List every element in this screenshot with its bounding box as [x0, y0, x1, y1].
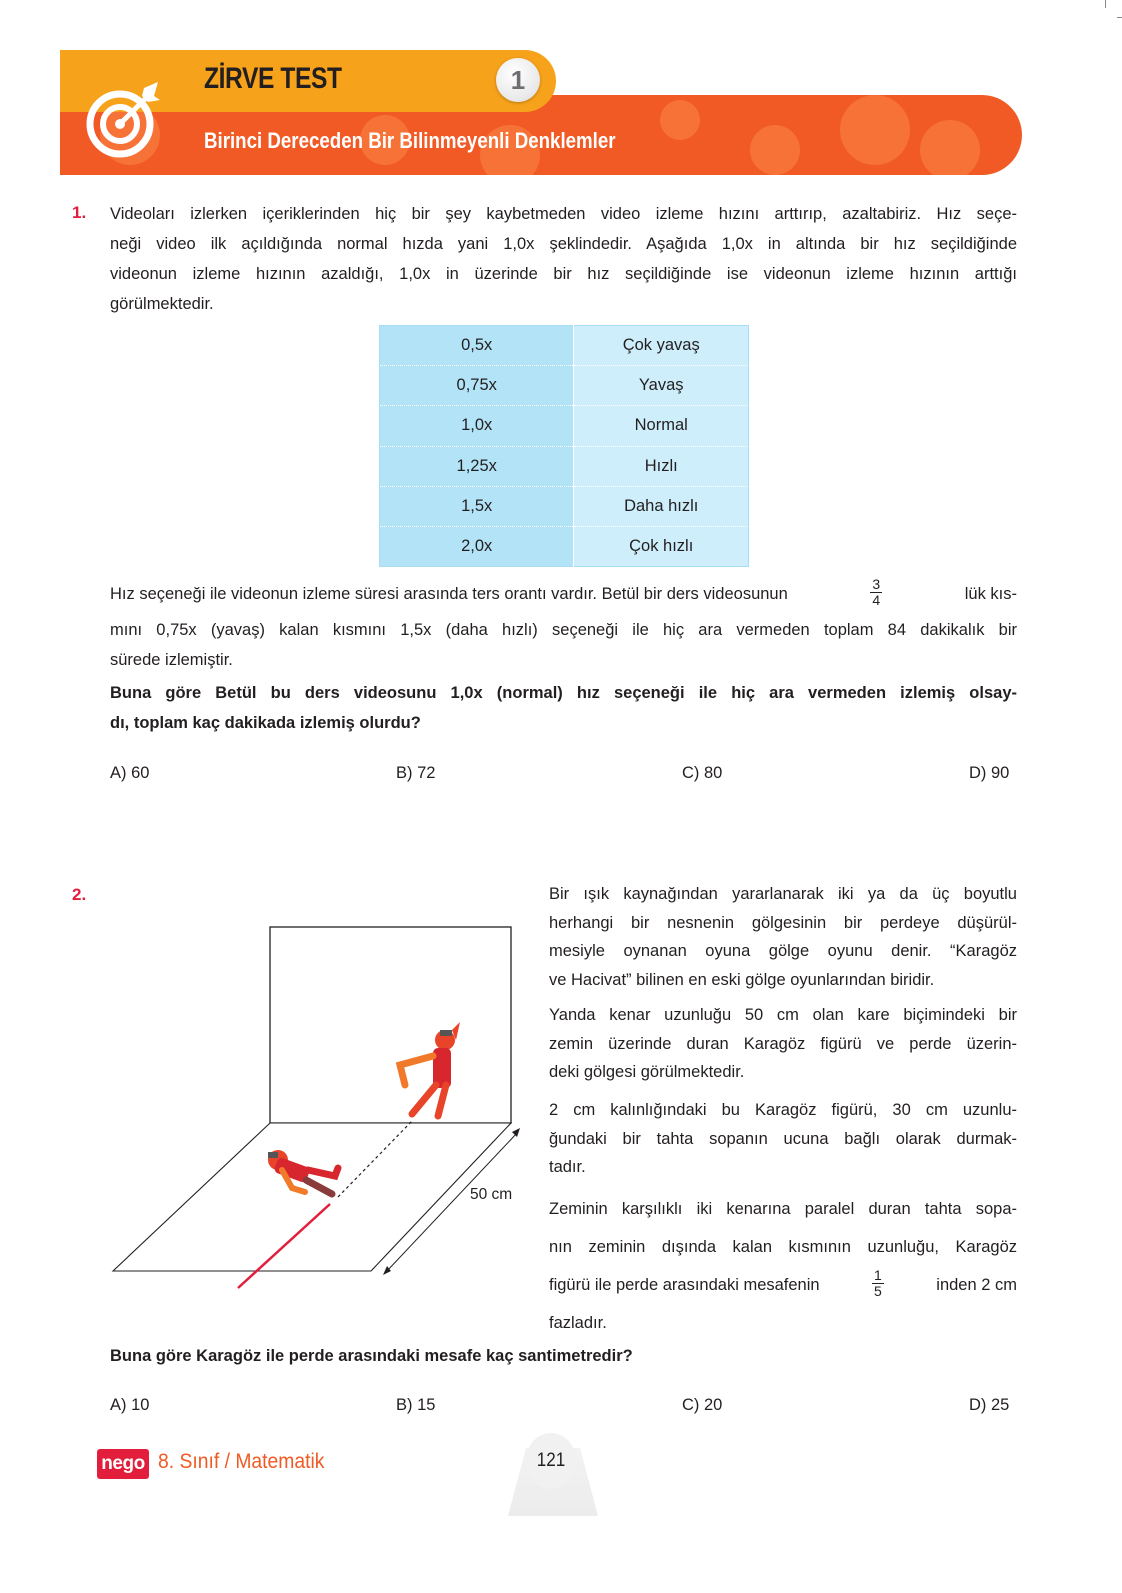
table-row: 0,75x Yavaş	[380, 366, 749, 406]
dimension-label: 50 cm	[470, 1186, 513, 1203]
option-b[interactable]: B) 15	[396, 1396, 436, 1414]
table-row: 1,0x Normal	[380, 406, 749, 446]
table-row: 1,25x Hızlı	[380, 446, 749, 486]
stick-condition-text: Zeminin karşılıklı iki kenarına paralel duran tahta sopa- nın zeminin dışında kalan kısmının uzunluğu, Karagöz figürü ile perde arasındaki mesafenin $\frac{1}{5}$ inden 2 cm fazladır.	[549, 1200, 1017, 1332]
option-d[interactable]: D) 25	[969, 1396, 1010, 1414]
option-a[interactable]: A) 10	[110, 1396, 150, 1414]
table-row: 2,0x Çok hızlı	[380, 526, 749, 566]
shadow-play-figure	[60, 870, 540, 1290]
option-a[interactable]: A) 60	[110, 764, 150, 782]
table-row: 0,5x Çok yavaş	[380, 326, 749, 366]
fraction-one-fifth: $\frac{1}{5}$	[874, 1266, 882, 1299]
figure-description: Yanda kenar uzunluğu 50 cm olan kare biçimindeki bir zemin üzerinde duran Karagöz figürü ve perde üzerin- deki gölgesi görülmektedir.	[549, 1006, 1017, 1081]
screen-rect	[270, 927, 511, 1123]
test-number-badge: 1	[496, 58, 540, 102]
question-number: 2.	[72, 885, 87, 904]
question-number: 1.	[72, 203, 87, 222]
question-body: Hız seçeneği ile videonun izleme süresi arasında ters orantı vardır. Betül bir ders videosunun $\frac{3}{4}$ lük kıs- mını 0,75x (yavaş) kalan kısmını 1,5x (daha hızlı) seçeneği ile hiç ara vermeden toplam 84 dakikalık bir sürede izlemiştir.	[110, 575, 1017, 669]
crop-mark	[1117, 17, 1122, 18]
footer-title: 8. Sınıf / Matematik	[158, 1450, 325, 1473]
figure-thickness-text: 2 cm kalınlığındaki bu Karagöz figürü, 30 cm uzunlu- ğundaki bir tahta sopanın ucuna bağlı olarak durmak- tadır.	[549, 1101, 1017, 1176]
option-d[interactable]: D) 90	[969, 764, 1010, 782]
publisher-logo: nego	[97, 1449, 149, 1479]
option-b[interactable]: B) 72	[396, 764, 436, 782]
question-prompt: Buna göre Karagöz ile perde arasındaki mesafe kaç santimetredir?	[110, 1347, 633, 1365]
test-subtitle: Birinci Dereceden Bir Bilinmeyenli Denklemler	[204, 128, 616, 153]
question-prompt: Buna göre Betül bu ders videosunu 1,0x (normal) hız seçeneği ile hiç ara vermeden izlemiş olsay- dı, toplam kaç dakikada izlemiş olurdu?	[110, 684, 1017, 732]
crop-mark	[1105, 0, 1106, 8]
option-c[interactable]: C) 80	[682, 764, 723, 782]
context-paragraph: Bir ışık kaynağından yararlanarak iki ya da üç boyutlu herhangi bir nesnenin gölgesinin bir perdeye düşürül- mesiyle oynanan oyuna gölge oyunu denir. “Karagöz ve Hacivat” bilinen en eski gölge oyunlarından biridir.	[549, 885, 1017, 989]
fraction-three-quarters: $\frac{3}{4}$	[872, 575, 881, 608]
test-title: ZİRVE TEST	[204, 62, 342, 95]
table-row: 1,5x Daha hızlı	[380, 486, 749, 526]
floor-parallelogram	[113, 1123, 511, 1271]
page-number: 121	[526, 1433, 576, 1489]
option-c[interactable]: C) 20	[682, 1396, 723, 1414]
question-intro: Videoları izlerken içeriklerinden hiç bir şey kaybetmeden video izleme hızını arttırıp, azaltabiriz. Hız seçe- neği video ilk açıldığında normal hızda yani 1,0x şeklindedir. Aşağıda 1,0x in altında bir hız seçildiğinde videonun izleme hızının azaldığı, 1,0x in üzerinde bir hız seçildiğinde ise videonun izleme hızının arttığı görülmektedir.	[110, 205, 1017, 313]
speed-table	[379, 325, 749, 567]
target-arrow-icon	[84, 80, 164, 160]
